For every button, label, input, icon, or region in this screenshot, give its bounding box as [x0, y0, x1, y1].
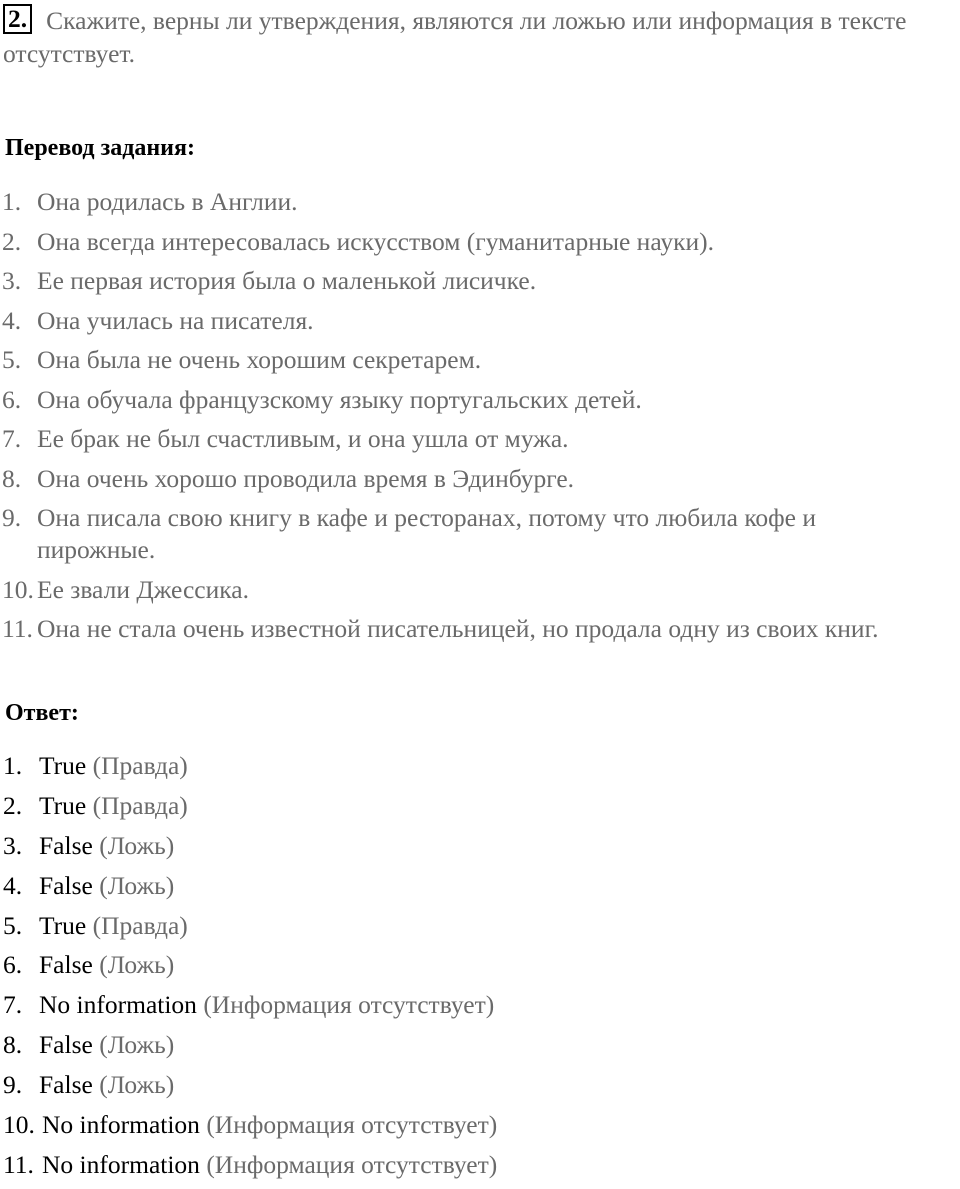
answer-english: False [39, 870, 93, 900]
translation-list [0, 186, 957, 653]
answer-russian: (Ложь) [99, 1030, 175, 1060]
list-item [0, 226, 957, 258]
item-number: 7. [3, 990, 23, 1020]
item-number: 5. [2, 345, 22, 374]
answer-english: No information [42, 1110, 200, 1140]
answer-english: True [39, 790, 87, 820]
task-header [3, 4, 958, 70]
item-number: 7. [2, 424, 22, 453]
item-text: Она не стала очень известной писательницей, но продала одну из своих книг. [37, 614, 879, 643]
list-item [0, 502, 937, 566]
answer-item [0, 870, 959, 902]
list-item [0, 384, 957, 416]
item-number: 9. [3, 1070, 23, 1100]
answer-item [0, 989, 959, 1021]
item-number: 8. [2, 463, 22, 493]
item-number: 1. [2, 187, 22, 216]
task-instruction: Скажите, верны ли утверждения, являются ли ложью или информация в тексте отсутствует. [3, 6, 907, 68]
item-number: 5. [3, 910, 23, 940]
answer-russian: (Правда) [92, 910, 188, 940]
answer-english: False [39, 1070, 93, 1100]
answer-english: False [39, 830, 93, 860]
item-number: 6. [2, 384, 22, 414]
item-number: 4. [2, 305, 22, 335]
item-text: Она родилась в Англии. [37, 187, 298, 216]
answer-item [0, 1109, 960, 1141]
item-number: 8. [3, 1030, 23, 1060]
list-item [0, 265, 957, 297]
list-item [0, 423, 957, 455]
item-number: 3. [3, 830, 23, 860]
item-number: 9. [2, 503, 22, 532]
answer-english: True [39, 910, 87, 940]
item-text: Она училась на писателя. [37, 305, 314, 335]
list-item [0, 186, 957, 218]
list-item [0, 344, 957, 376]
item-number: 11. [2, 614, 33, 643]
item-text: Она обучала французскому языку португальских детей. [37, 384, 642, 414]
answer-russian: (Ложь) [99, 830, 175, 860]
answer-item [0, 910, 959, 942]
item-text: Она была не очень хорошим секретарем. [37, 345, 482, 374]
item-text: Ее брак не был счастливым, и она ушла от мужа. [37, 424, 569, 453]
answer-russian: (Информация отсутствует) [206, 1110, 498, 1140]
item-text: Она всегда интересовалась искусством (гуманитарные науки). [37, 226, 715, 256]
item-text: Ее звали Джессика. [37, 574, 249, 604]
answer-english: True [39, 751, 87, 780]
item-number: 11. [3, 1149, 34, 1179]
answer-item [0, 790, 959, 822]
answer-list [0, 750, 960, 1189]
answer-item [0, 750, 959, 782]
answer-russian: (Информация отсутствует) [206, 1149, 498, 1179]
answer-item [0, 949, 959, 981]
answer-english: No information [42, 1149, 200, 1179]
list-item [0, 574, 957, 606]
list-item [0, 463, 957, 495]
answer-english: False [39, 950, 93, 980]
item-text: Она очень хорошо проводила время в Эдинбурге. [37, 463, 575, 493]
item-number: 10. [3, 1110, 35, 1140]
answer-russian: (Правда) [92, 790, 188, 820]
answer-russian: (Ложь) [99, 1070, 175, 1100]
answer-russian: (Ложь) [99, 870, 175, 900]
task-number-badge: 2. [3, 4, 32, 34]
item-number: 2. [3, 790, 23, 820]
answer-russian: (Информация отсутствует) [203, 990, 495, 1020]
item-text: Она писала свою книгу в кафе и ресторанах, потому что любила кофе и пирожные. [37, 503, 817, 564]
answer-item [0, 830, 959, 862]
answer-english: No information [39, 990, 197, 1020]
answer-russian: (Ложь) [99, 950, 175, 980]
item-number: 1. [3, 751, 23, 780]
item-text: Ее первая история была о маленькой лисичке. [37, 266, 537, 295]
answer-item [0, 1029, 959, 1061]
answer-item [0, 1069, 959, 1101]
list-item [0, 613, 937, 645]
translation-heading: Перевод задания: [5, 135, 195, 161]
answer-english: False [39, 1030, 93, 1060]
item-number: 6. [3, 950, 23, 980]
item-number: 4. [3, 870, 23, 900]
item-number: 2. [2, 226, 22, 256]
item-number: 10. [2, 574, 34, 604]
item-number: 3. [2, 266, 22, 295]
list-item [0, 305, 957, 337]
answer-heading: Ответ: [5, 700, 79, 726]
answer-item [0, 1149, 960, 1181]
answer-russian: (Правда) [92, 751, 188, 780]
